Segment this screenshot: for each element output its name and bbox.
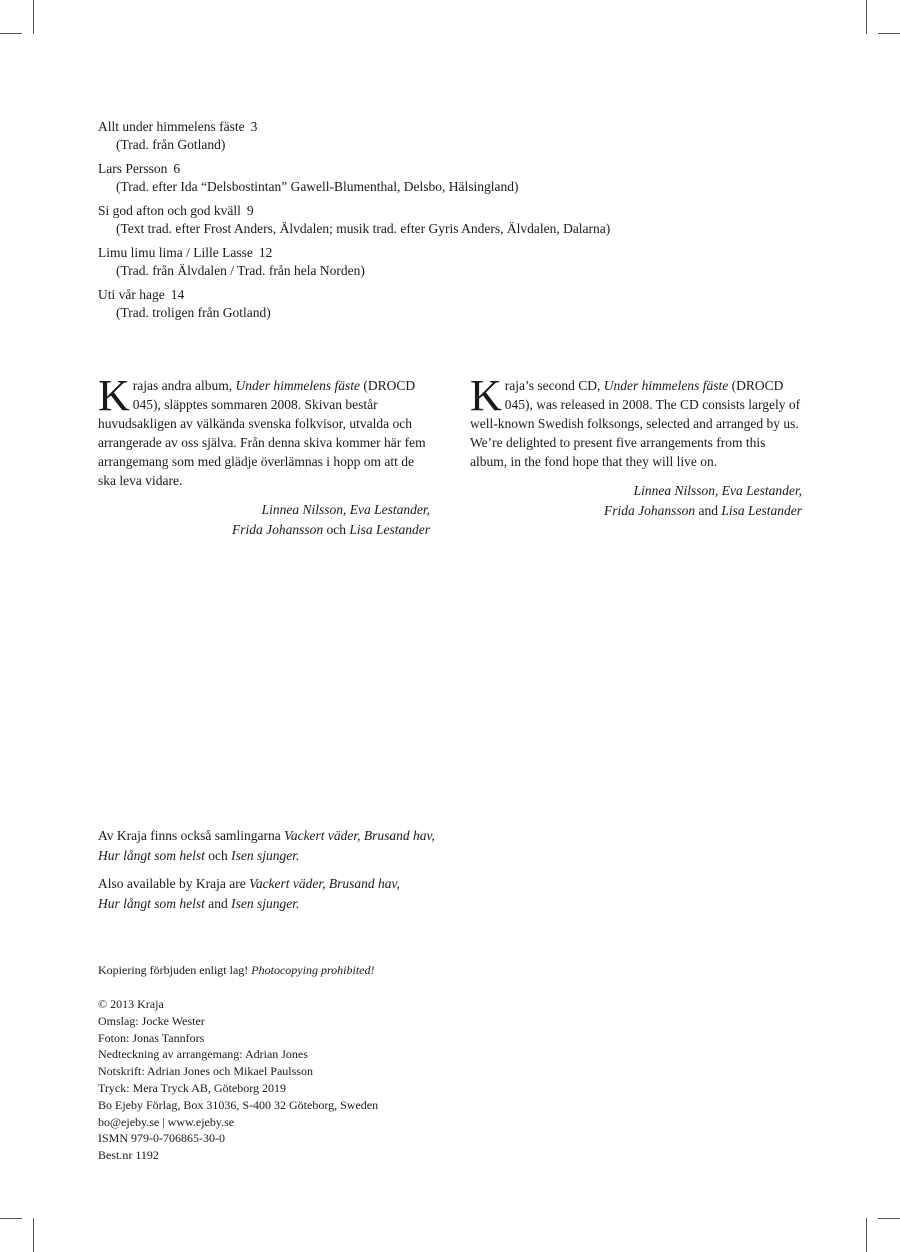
- song-source: (Trad. från Älvdalen / Trad. från hela Norden): [116, 263, 365, 278]
- also-text: Av Kraja finns också samlingarna: [98, 828, 285, 843]
- signature-names: Linnea Nilsson, Eva Lestander,: [633, 483, 802, 498]
- credit-line: Tryck: Mera Tryck AB, Göteborg 2019: [98, 1080, 287, 1095]
- song-title: Lars Persson: [98, 161, 168, 176]
- signature-name: Frida Johansson: [603, 503, 696, 518]
- drop-cap: K: [470, 371, 502, 420]
- toc-entry: [98, 118, 798, 154]
- toc-entry: [98, 202, 798, 238]
- signature-conj: and: [695, 503, 722, 518]
- crop-mark: [878, 33, 900, 34]
- toc-entry: [98, 286, 798, 322]
- crop-mark: [866, 1218, 867, 1252]
- signature: [470, 481, 802, 521]
- toc-entry: [98, 244, 798, 280]
- intro-text: (DROCD 045), släpptes sommaren 2008. Skivan består huvudsakligen av välkända svenska folkvisor, utvalda och arrangerade av oss själva. Från denna skiva kommer här fem arrangemang som med glädje överlämnas i hopp om att de ska leva vidare.: [98, 378, 426, 488]
- album-list: Isen sjunger.: [231, 848, 300, 863]
- signature: [98, 500, 430, 540]
- page-number: 3: [250, 119, 258, 134]
- also-available-english: [98, 874, 598, 914]
- copy-notice-swedish: Kopiering förbjuden enligt lag!: [98, 963, 252, 977]
- crop-mark: [866, 0, 867, 34]
- song-title: Uti vår hage: [98, 287, 165, 302]
- copy-notice-english: Photocopying prohibited!: [251, 963, 375, 977]
- credit-line: bo@ejeby.se | www.ejeby.se: [98, 1114, 235, 1129]
- credit-line: Notskrift: Adrian Jones och Mikael Paulsson: [98, 1064, 313, 1079]
- song-source: (Trad. från Gotland): [116, 137, 226, 152]
- also-text: Also available by Kraja are: [98, 876, 250, 891]
- page-number: 6: [173, 161, 181, 176]
- copy-notice: [98, 962, 375, 979]
- intro-english: [470, 371, 802, 521]
- song-source: (Trad. troligen från Gotland): [116, 305, 271, 320]
- crop-mark: [878, 1218, 900, 1219]
- intro-text: rajas andra album,: [132, 378, 236, 393]
- signature-name: Lisa Lestander: [721, 503, 802, 518]
- crop-mark: [0, 33, 22, 34]
- page-number: 12: [258, 245, 273, 260]
- credit-line: Bo Ejeby Förlag, Box 31036, S-400 32 Göteborg, Sweden: [98, 1097, 379, 1112]
- signature-conj: och: [323, 522, 350, 537]
- song-source: (Trad. efter Ida “Delsbostintan” Gawell-Blumenthal, Delsbo, Hälsingland): [116, 179, 519, 194]
- credit-line: Omslag: Jocke Wester: [98, 1013, 205, 1028]
- credit-line: © 2013 Kraja: [98, 997, 164, 1011]
- crop-mark: [33, 0, 34, 34]
- intro-paragraph: [98, 371, 430, 490]
- also-conj: and: [204, 896, 232, 911]
- intro-text: (DROCD 045), was released in 2008. The CD consists largely of well-known Swedish folksongs, selected and arranged by us. We’re delighted to present five arrangements from this album, in the fond hope that they will live on.: [470, 378, 801, 469]
- drop-cap: K: [98, 371, 130, 420]
- also-available: [98, 826, 598, 922]
- credit-line: Foton: Jonas Tannfors: [98, 1030, 205, 1045]
- intro-swedish: [98, 371, 430, 540]
- album-list: Hur långt som helst: [98, 848, 205, 863]
- credits: [98, 996, 378, 1164]
- crop-mark: [0, 1218, 22, 1219]
- song-title: Allt under himmelens fäste: [98, 119, 245, 134]
- table-of-contents: [98, 118, 798, 328]
- signature-name: Frida Johansson: [231, 522, 324, 537]
- credit-line: Best.nr 1192: [98, 1148, 159, 1163]
- toc-entry: [98, 160, 798, 196]
- credit-line: ISMN 979-0-706865-30-0: [98, 1131, 225, 1146]
- album-title: Under himmelens fäste: [603, 378, 729, 393]
- page-number: 9: [246, 203, 254, 218]
- credit-line: Nedteckning av arrangemang: Adrian Jones: [98, 1047, 308, 1062]
- crop-mark: [33, 1218, 34, 1252]
- album-list: Vackert väder, Brusand hav,: [284, 828, 435, 843]
- song-source: (Text trad. efter Frost Anders, Älvdalen; musik trad. efter Gyris Anders, Älvdalen, Dalarna): [116, 221, 611, 236]
- signature-name: Lisa Lestander: [349, 522, 430, 537]
- album-title: Under himmelens fäste: [235, 378, 360, 393]
- song-title: Si god afton och god kväll: [98, 203, 241, 218]
- album-list: Hur långt som helst: [98, 896, 205, 911]
- also-conj: och: [204, 848, 232, 863]
- album-list: Isen sjunger.: [231, 896, 300, 911]
- page-number: 14: [170, 287, 185, 302]
- intro-paragraph: [470, 371, 802, 471]
- signature-names: Linnea Nilsson, Eva Lestander,: [261, 502, 430, 517]
- intro-text: raja’s second CD,: [504, 378, 604, 393]
- also-available-swedish: [98, 826, 598, 866]
- song-title: Limu limu lima / Lille Lasse: [98, 245, 253, 260]
- album-list: Vackert väder, Brusand hav,: [249, 876, 400, 891]
